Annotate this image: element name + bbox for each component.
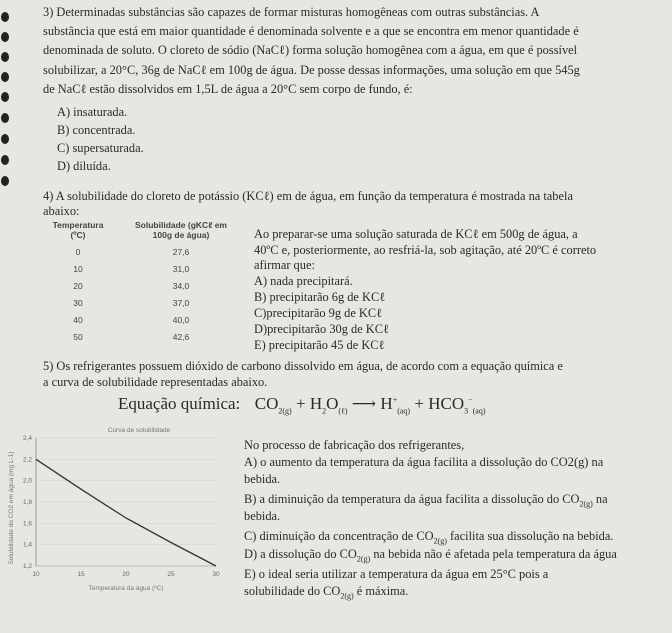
eq-co2-sub: 2(g) <box>278 406 292 416</box>
table-header-temperature: Temperatura <box>52 220 104 230</box>
q5-option-d-post: na bebida não é afetada pela temperatura da água <box>370 547 617 561</box>
x-tick-label: 25 <box>167 571 175 578</box>
q4-title: 4) A solubilidade do cloreto de potássio (KCℓ) em de água, em função da temperatura é mostrada na tabela <box>43 189 573 203</box>
q5-option-b-cont: bebida. <box>244 509 281 523</box>
eq-h-sup: + <box>392 395 398 405</box>
eq-h-phase: (aq) <box>397 406 411 416</box>
table-cell: 20 <box>73 281 83 291</box>
table-header-solubility: Solubilidade (gKCℓ em <box>135 220 227 230</box>
q5-option-a-text: A) o aumento da temperatura da água facilita a dissolução do CO2(g) na <box>244 455 604 469</box>
eq-hco3-phase: (aq) <box>472 406 486 416</box>
table-cell: 34,0 <box>172 281 190 291</box>
q3-line: denominada de soluto. O cloreto de sódio (NaCℓ) forma solução homogênea com a água, em que é possível <box>43 43 578 57</box>
eq-h2o-phase: (ℓ) <box>338 406 348 416</box>
chart-xlabel: Temperatura da água (ºC) <box>88 585 164 592</box>
y-tick-label: 1,8 <box>22 499 32 506</box>
table-cell: 40 <box>73 315 83 325</box>
eq-plus: + <box>295 394 306 413</box>
eq-h2o-sub: 2 <box>322 406 327 416</box>
eq-hco3-sub: 3 <box>464 406 469 416</box>
q5-option-a[interactable] <box>244 454 603 470</box>
q4-option-a[interactable]: A) nada precipitará. <box>254 274 353 288</box>
table-cell: 42,6 <box>172 332 190 342</box>
q4-option-d[interactable]: D)precipitarão 30g de KCℓ <box>254 322 389 336</box>
q5-option-e[interactable]: E) o ideal seria utilizar a temperatura da água em 25°C pois a <box>244 567 549 581</box>
eq-h2o-o: O <box>326 394 339 413</box>
q3-line: de NaCℓ estão dissolvidos em 1,5L de água a 20°C sem corpo de fundo, é: <box>43 82 413 96</box>
q5-option-a-cont: bebida. <box>244 472 281 486</box>
x-tick-label: 10 <box>32 571 40 578</box>
q5-option-c-sub: 2(g) <box>433 536 447 546</box>
q5-option-e-post: é máxima. <box>353 584 409 598</box>
chart-title: Curva de solubilidade <box>107 427 171 434</box>
q5-option-e-cont-text: solubilidade do CO <box>244 584 341 598</box>
chart-ylabel: Solubilidade do CO2 em água (mg L-1) <box>8 451 15 565</box>
eq-co2: CO <box>254 394 279 413</box>
equation-label: Equação química: <box>118 394 241 413</box>
table-cell: 50 <box>73 332 83 342</box>
table-cell: 30 <box>73 298 83 308</box>
q5-option-e-cont <box>244 583 408 604</box>
q3-option-d[interactable]: D) diluída. <box>57 159 111 173</box>
q3-line: 3) Determinadas substâncias são capazes de formar misturas homogêneas com outras substâncias. A <box>43 5 540 19</box>
table-cell: 27,6 <box>172 247 190 257</box>
q3-option-c[interactable]: C) supersaturada. <box>57 141 144 155</box>
eq-h: H <box>380 394 393 413</box>
table-cell: 10 <box>73 264 83 274</box>
q4-option-b[interactable]: B) precipitarão 6g de KCℓ <box>254 290 386 304</box>
solubility-curve-line <box>36 459 216 566</box>
chart-grid <box>36 438 216 566</box>
q5-option-d-text: D) a dissolução do CO <box>244 547 357 561</box>
eq-h2o: H <box>309 394 323 413</box>
q4-option-e[interactable]: E) precipitarão 45 de KCℓ <box>254 338 385 352</box>
table-cell: 0 <box>75 247 81 257</box>
q5-option-b-text: B) a diminuição da temperatura da água facilita a dissolução do CO <box>244 492 580 506</box>
chemical-equation <box>118 394 486 415</box>
y-tick-label: 1,4 <box>22 541 32 549</box>
solubility-curve-chart <box>4 424 226 596</box>
q4-text: 40ºC e, posteriormente, ao resfriá-la, sob agitação, até 20ºC é correto <box>254 243 597 257</box>
q5-line: 5) Os refrigerantes possuem dióxido de carbono dissolvido em água, de acordo com a equação química e <box>43 359 563 373</box>
q4-text: Ao preparar-se uma solução saturada de KCℓ em 500g de água, a <box>254 227 578 241</box>
table-header-temperature-unit: (ºC) <box>70 230 86 240</box>
q5-option-d-sub: 2(g) <box>356 554 371 564</box>
chart-ticks <box>23 435 220 578</box>
table-header-solubility-unit: 100g de água) <box>152 230 210 240</box>
q5-option-c-post: facilita sua dissolução na bebida. <box>446 529 614 543</box>
y-tick-label: 2,4 <box>22 435 32 442</box>
x-tick-label: 15 <box>77 571 85 578</box>
q3-option-a[interactable]: A) insaturada. <box>57 105 128 119</box>
q3-line: substância que está em maior quantidade é denominada solvente e a que se encontra em menor quantidade é <box>43 24 579 38</box>
q5-option-d[interactable] <box>244 546 617 567</box>
y-tick-label: 2,2 <box>22 456 32 464</box>
q5-option-b-post: na <box>592 492 608 506</box>
q5-option-e-sub: 2(g) <box>340 591 354 601</box>
q5-option-b[interactable] <box>244 491 608 512</box>
q3-option-b[interactable]: B) concentrada. <box>57 123 136 137</box>
y-tick-label: 1,2 <box>22 563 32 570</box>
y-tick-label: 1,6 <box>22 520 32 528</box>
x-tick-label: 30 <box>212 571 220 578</box>
q5-intro: No processo de fabricação dos refrigerantes, <box>244 438 465 452</box>
eq-plus: + <box>414 394 424 413</box>
table-cell: 37,0 <box>172 298 190 308</box>
q5-option-c-text: C) diminuição da concentração de CO <box>244 529 434 543</box>
q3-line: solubilizar, a 20°C, 36g de NaCℓ em 100g de água. De posse dessas informações, uma solução em que 545g <box>43 63 580 77</box>
eq-hco3: HCO <box>428 394 465 413</box>
q4-option-c[interactable]: C)precipitarão 9g de KCℓ <box>254 306 383 320</box>
x-tick-label: 20 <box>122 571 130 578</box>
eq-arrow: ⟶ <box>351 394 377 413</box>
eq-hco3-sup: − <box>468 395 473 405</box>
table-cell: 31,0 <box>172 264 190 274</box>
q4-title-cont: abaixo: <box>43 204 80 218</box>
q5-line: a curva de solubilidade representadas abaixo. <box>43 375 268 389</box>
q5-option-b-sub: 2(g) <box>579 499 593 509</box>
table-cell: 40,0 <box>172 315 190 325</box>
y-tick-label: 2,0 <box>22 477 32 485</box>
q4-text: afirmar que: <box>254 258 315 272</box>
